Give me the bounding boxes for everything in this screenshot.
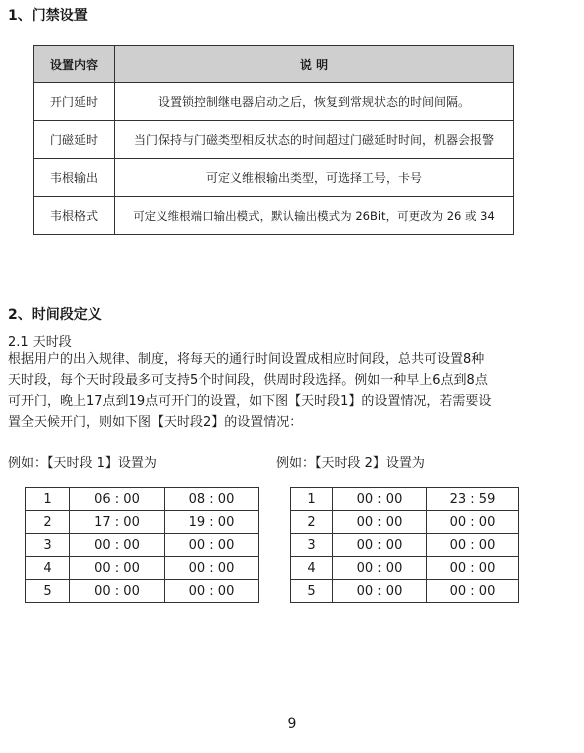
table-row bbox=[34, 121, 514, 159]
table-row bbox=[291, 534, 519, 557]
period-end: 00 : 00 bbox=[165, 534, 259, 557]
table-row bbox=[291, 488, 519, 511]
page-number: 9 bbox=[287, 716, 297, 732]
table-row bbox=[26, 488, 259, 511]
table-row bbox=[291, 557, 519, 580]
period-index: 3 bbox=[26, 534, 70, 557]
table-row bbox=[291, 511, 519, 534]
setting-description: 设置锁控制继电器启动之后，恢复到常规状态的时间间隔。 bbox=[115, 83, 514, 121]
period-end: 00 : 00 bbox=[427, 580, 519, 603]
period-index: 2 bbox=[291, 511, 333, 534]
period-start: 00 : 00 bbox=[70, 557, 165, 580]
period-start: 17 : 00 bbox=[70, 511, 165, 534]
table-header-row bbox=[34, 46, 514, 83]
section2-title: 2、时间段定义 bbox=[8, 307, 102, 323]
period-index: 1 bbox=[291, 488, 333, 511]
example2-label: 例如：【天时段 2】设置为 bbox=[276, 456, 425, 471]
period-index: 5 bbox=[291, 580, 333, 603]
period-end: 00 : 00 bbox=[427, 557, 519, 580]
header-description: 说 明 bbox=[115, 46, 514, 83]
period-start: 00 : 00 bbox=[333, 557, 427, 580]
table-row bbox=[26, 511, 259, 534]
section1-title: 1、门禁设置 bbox=[8, 8, 88, 24]
paragraph-line: 根据用户的出入规律、制度，将每天的通行时间设置成相应时间段，总共可设置8种 bbox=[8, 352, 485, 367]
period-index: 4 bbox=[291, 557, 333, 580]
setting-name: 韦根输出 bbox=[34, 159, 115, 197]
setting-name: 开门延时 bbox=[34, 83, 115, 121]
period-end: 23 : 59 bbox=[427, 488, 519, 511]
paragraph-line: 可开门，晚上17点到19点可开门的设置，如下图【天时段1】的设置情况，若需要设 bbox=[8, 394, 492, 409]
period-index: 4 bbox=[26, 557, 70, 580]
period-end: 19 : 00 bbox=[165, 511, 259, 534]
period-start: 00 : 00 bbox=[333, 580, 427, 603]
section2-subtitle: 2.1 天时段 bbox=[8, 335, 72, 350]
paragraph-line: 置全天候开门，则如下图【天时段2】的设置情况： bbox=[8, 415, 303, 430]
table-row bbox=[26, 557, 259, 580]
day-period-2-table bbox=[290, 487, 519, 603]
period-end: 08 : 00 bbox=[165, 488, 259, 511]
setting-description: 当门保持与门磁类型相反状态的时间超过门磁延时时间，机器会报警 bbox=[115, 121, 514, 159]
example1-label: 例如：【天时段 1】设置为 bbox=[8, 456, 157, 471]
period-index: 3 bbox=[291, 534, 333, 557]
period-end: 00 : 00 bbox=[427, 511, 519, 534]
period-index: 5 bbox=[26, 580, 70, 603]
period-start: 06 : 00 bbox=[70, 488, 165, 511]
table-row bbox=[26, 534, 259, 557]
setting-description: 可定义维根端口输出模式，默认输出模式为 26Bit，可更改为 26 或 34 bbox=[115, 197, 514, 235]
setting-name: 门磁延时 bbox=[34, 121, 115, 159]
period-index: 2 bbox=[26, 511, 70, 534]
period-end: 00 : 00 bbox=[165, 580, 259, 603]
table-row bbox=[291, 580, 519, 603]
period-start: 00 : 00 bbox=[333, 534, 427, 557]
day-period-1-table bbox=[25, 487, 259, 603]
period-end: 00 : 00 bbox=[165, 557, 259, 580]
door-settings-table bbox=[33, 45, 514, 235]
period-start: 00 : 00 bbox=[333, 511, 427, 534]
period-start: 00 : 00 bbox=[70, 534, 165, 557]
setting-description: 可定义维根输出类型，可选择工号，卡号 bbox=[115, 159, 514, 197]
table-row bbox=[34, 197, 514, 235]
period-index: 1 bbox=[26, 488, 70, 511]
header-setting: 设置内容 bbox=[34, 46, 115, 83]
table-row bbox=[34, 159, 514, 197]
period-start: 00 : 00 bbox=[70, 580, 165, 603]
table-row bbox=[26, 580, 259, 603]
setting-name: 韦根格式 bbox=[34, 197, 115, 235]
period-end: 00 : 00 bbox=[427, 534, 519, 557]
period-start: 00 : 00 bbox=[333, 488, 427, 511]
table-row bbox=[34, 83, 514, 121]
section2-paragraph bbox=[8, 349, 578, 433]
paragraph-line: 天时段，每个天时段最多可支持5个时间段，供周时段选择。例如一种早上6点到8点 bbox=[8, 373, 488, 388]
